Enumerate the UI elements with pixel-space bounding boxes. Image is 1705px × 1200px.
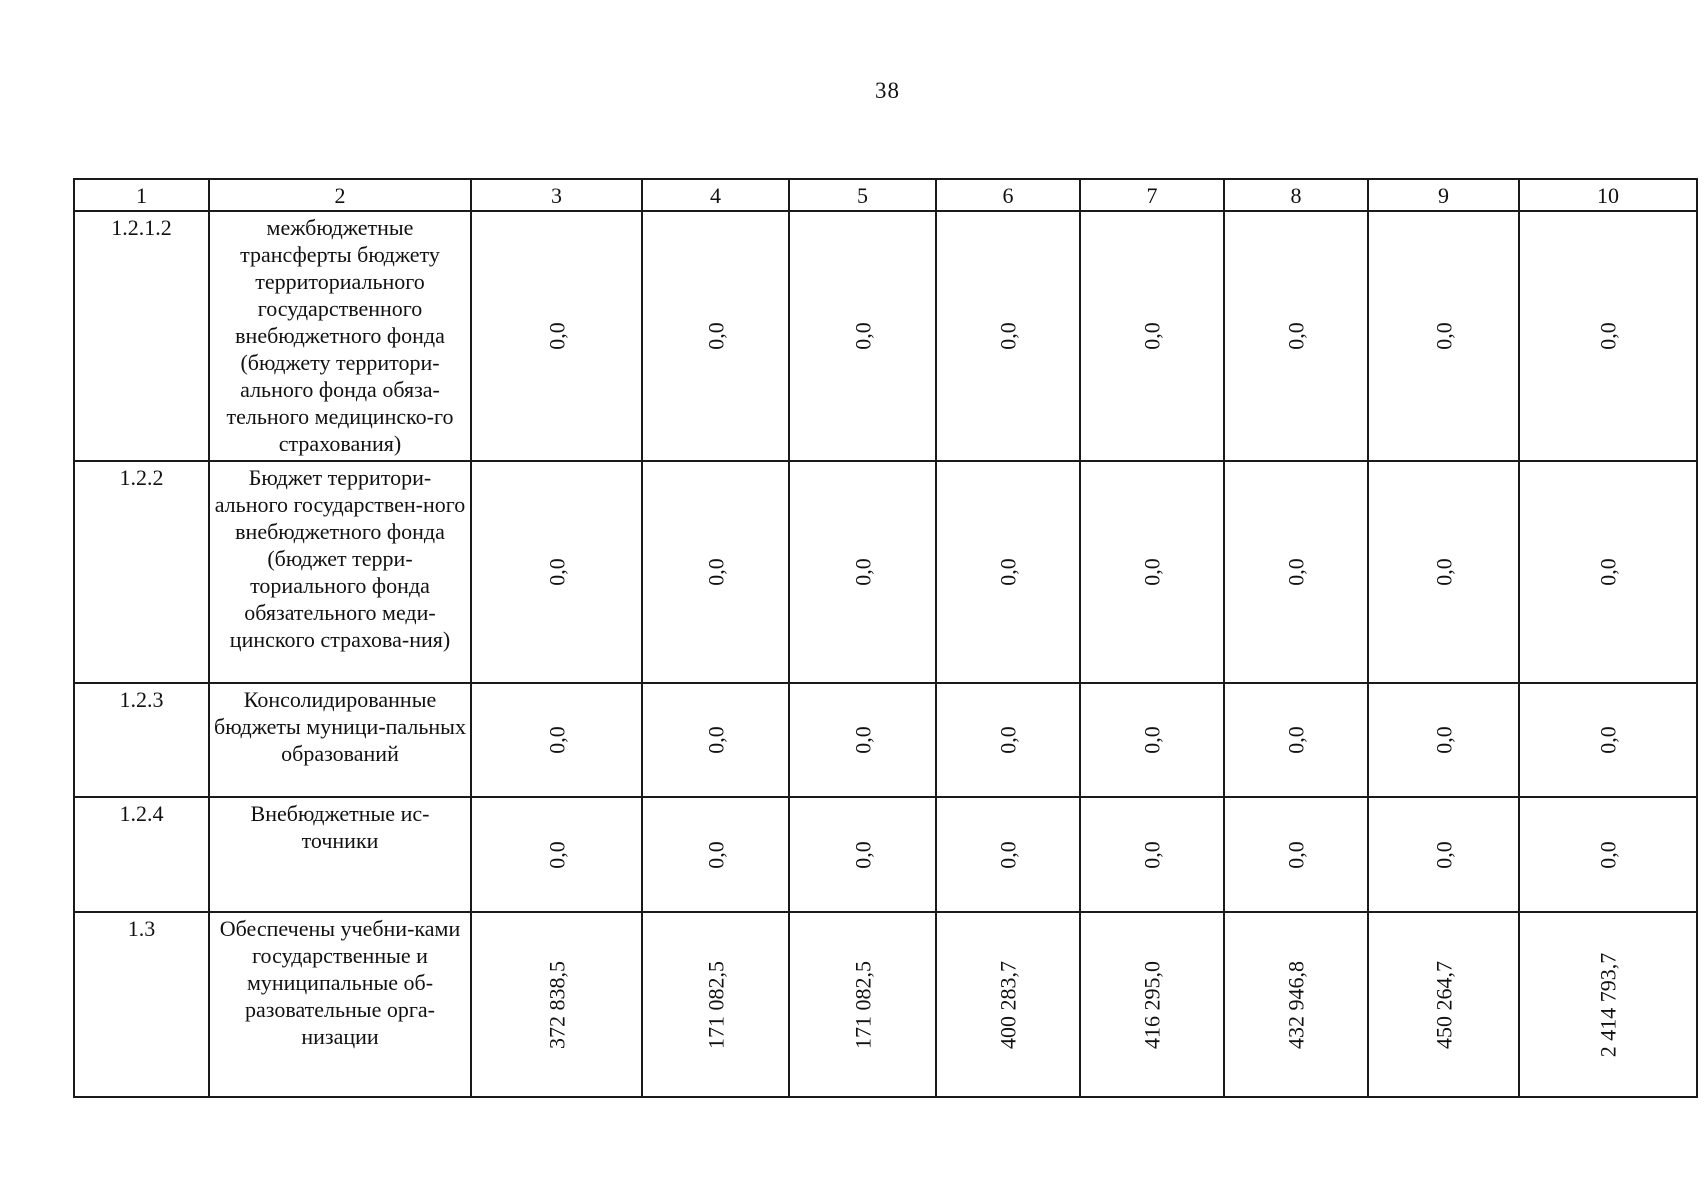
value-cell-col-10 <box>1519 461 1697 683</box>
cell-value: 0,0 <box>850 840 875 869</box>
cell-value: 0,0 <box>1139 840 1165 869</box>
cell-value: 0,0 <box>1139 322 1165 350</box>
row-code: 1.2.4 <box>74 797 209 912</box>
value-cell-col-6 <box>936 461 1080 683</box>
column-header-9: 9 <box>1368 179 1519 211</box>
value-cell-col-4 <box>642 461 789 683</box>
cell-value: 0,0 <box>544 726 569 754</box>
cell-value: 0,0 <box>1595 558 1621 586</box>
value-cell-col-5 <box>789 683 936 797</box>
page-number: 38 <box>875 78 900 103</box>
value-cell-col-10 <box>1519 797 1697 912</box>
cell-value: 0,0 <box>703 558 728 586</box>
value-cell-col-7 <box>1080 912 1224 1097</box>
value-cell-col-7 <box>1080 683 1224 797</box>
row-name: межбюджетные трансферты бюджету территориального государственного внебюджетного фонда (бюджету территори-ального фонда обяза-тельного медицинско-го страхования) <box>209 211 471 461</box>
value-cell-col-6 <box>936 683 1080 797</box>
value-cell-col-3 <box>471 461 642 683</box>
cell-value: 0,0 <box>850 726 875 754</box>
value-cell-col-10 <box>1519 912 1697 1097</box>
cell-value: 0,0 <box>1283 726 1309 754</box>
value-cell-col-5 <box>789 797 936 912</box>
value-cell-col-6 <box>936 912 1080 1097</box>
cell-value: 0,0 <box>1595 322 1621 350</box>
value-cell-col-9 <box>1368 797 1519 912</box>
row-name: Бюджет территори-ального государствен-ного внебюджетного фонда (бюджет терри-ториального фонда обязательного меди-цинского страхова-ния) <box>209 461 471 683</box>
table-row <box>74 797 1697 912</box>
column-header-7: 7 <box>1080 179 1224 211</box>
value-cell-col-4 <box>642 683 789 797</box>
value-cell-col-3 <box>471 797 642 912</box>
cell-value: 0,0 <box>1139 726 1165 754</box>
column-header-8: 8 <box>1224 179 1368 211</box>
budget-table <box>73 178 1698 1098</box>
cell-value: 0,0 <box>1283 840 1309 869</box>
table-row <box>74 912 1697 1097</box>
row-code: 1.2.2 <box>74 461 209 683</box>
row-name: Внебюджетные ис-точники <box>209 797 471 912</box>
value-cell-col-5 <box>789 211 936 461</box>
cell-value: 2 414 793,7 <box>1595 952 1621 1057</box>
row-code: 1.2.1.2 <box>74 211 209 461</box>
cell-value: 171 082,5 <box>703 960 728 1049</box>
row-code: 1.2.3 <box>74 683 209 797</box>
value-cell-col-4 <box>642 211 789 461</box>
value-cell-col-9 <box>1368 912 1519 1097</box>
column-header-10: 10 <box>1519 179 1697 211</box>
row-code: 1.3 <box>74 912 209 1097</box>
cell-value: 0,0 <box>544 322 569 350</box>
column-header-2: 2 <box>209 179 471 211</box>
cell-value: 0,0 <box>1139 558 1165 586</box>
column-header-6: 6 <box>936 179 1080 211</box>
table-row <box>74 461 1697 683</box>
cell-value: 0,0 <box>995 322 1021 350</box>
cell-value: 0,0 <box>703 840 728 869</box>
value-cell-col-8 <box>1224 461 1368 683</box>
column-header-1: 1 <box>74 179 209 211</box>
row-name: Обеспечены учебни-ками государственные и муниципальные об-разовательные орга-низации <box>209 912 471 1097</box>
cell-value: 0,0 <box>703 322 728 350</box>
value-cell-col-6 <box>936 211 1080 461</box>
cell-value: 0,0 <box>1431 840 1456 869</box>
cell-value: 0,0 <box>1595 840 1621 869</box>
cell-value: 0,0 <box>544 840 569 869</box>
value-cell-col-8 <box>1224 683 1368 797</box>
cell-value: 0,0 <box>995 840 1021 869</box>
value-cell-col-5 <box>789 461 936 683</box>
value-cell-col-3 <box>471 683 642 797</box>
table-body <box>74 179 1697 1097</box>
value-cell-col-8 <box>1224 912 1368 1097</box>
cell-value: 372 838,5 <box>544 960 569 1049</box>
row-name: Консолидированные бюджеты муници-пальных образований <box>209 683 471 797</box>
cell-value: 0,0 <box>995 558 1021 586</box>
value-cell-col-9 <box>1368 683 1519 797</box>
column-header-5: 5 <box>789 179 936 211</box>
cell-value: 0,0 <box>995 726 1021 754</box>
cell-value: 0,0 <box>544 558 569 586</box>
cell-value: 171 082,5 <box>850 960 875 1049</box>
cell-value: 0,0 <box>1283 322 1309 350</box>
value-cell-col-3 <box>471 211 642 461</box>
value-cell-col-8 <box>1224 211 1368 461</box>
value-cell-col-8 <box>1224 797 1368 912</box>
column-header-4: 4 <box>642 179 789 211</box>
value-cell-col-9 <box>1368 461 1519 683</box>
table-row <box>74 683 1697 797</box>
value-cell-col-7 <box>1080 797 1224 912</box>
value-cell-col-4 <box>642 797 789 912</box>
value-cell-col-9 <box>1368 211 1519 461</box>
cell-value: 400 283,7 <box>995 960 1021 1049</box>
value-cell-col-5 <box>789 912 936 1097</box>
header-row <box>74 179 1697 211</box>
value-cell-col-7 <box>1080 461 1224 683</box>
value-cell-col-4 <box>642 912 789 1097</box>
value-cell-col-3 <box>471 912 642 1097</box>
cell-value: 0,0 <box>850 558 875 586</box>
cell-value: 0,0 <box>1431 726 1456 754</box>
cell-value: 432 946,8 <box>1283 960 1309 1049</box>
value-cell-col-10 <box>1519 211 1697 461</box>
cell-value: 0,0 <box>1595 726 1621 754</box>
cell-value: 0,0 <box>1431 322 1456 350</box>
cell-value: 0,0 <box>850 322 875 350</box>
value-cell-col-7 <box>1080 211 1224 461</box>
table-row <box>74 211 1697 461</box>
cell-value: 450 264,7 <box>1431 960 1456 1049</box>
value-cell-col-6 <box>936 797 1080 912</box>
column-header-3: 3 <box>471 179 642 211</box>
value-cell-col-10 <box>1519 683 1697 797</box>
cell-value: 0,0 <box>703 726 728 754</box>
cell-value: 416 295,0 <box>1139 960 1165 1049</box>
cell-value: 0,0 <box>1283 558 1309 586</box>
cell-value: 0,0 <box>1431 558 1456 586</box>
